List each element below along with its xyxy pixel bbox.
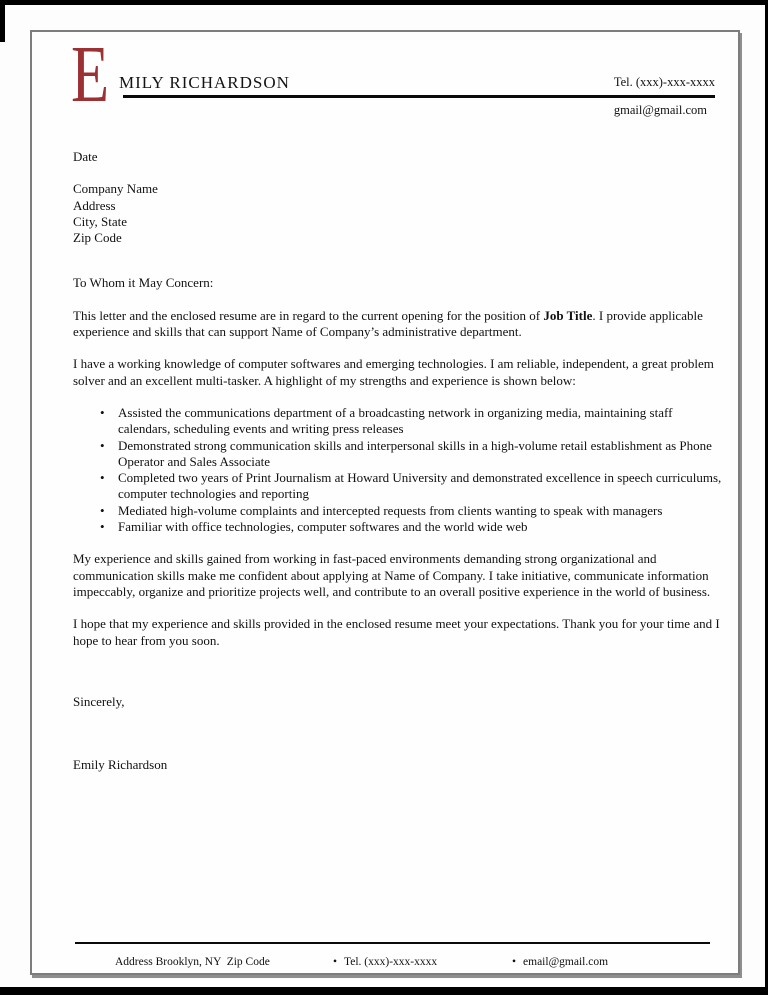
recipient-city-state: City, State	[73, 213, 128, 229]
letter-page	[30, 30, 740, 975]
list-item: • Mediated high-volume complaints and intercepted requests from clients wanting to speak with managers	[118, 503, 723, 519]
screen-edge-bottom	[0, 987, 768, 995]
screen-edge-left-corner	[0, 0, 5, 42]
closing: Sincerely,	[73, 693, 125, 709]
paragraph-skills: I have a working knowledge of computer softwares and emerging technologies. I am reliable, independent, a great problem solver and an excellent multi-tasker. A highlight of my strengths and experience is shown below:	[73, 356, 714, 388]
salutation: To Whom it May Concern:	[73, 275, 214, 291]
letter-body	[73, 149, 723, 773]
list-item: • Demonstrated strong communication skills and interpersonal skills in a high-volume retail establishment as Phone Operator and Sales Associate	[118, 438, 723, 471]
letterhead	[71, 31, 723, 124]
letterhead-email: gmail@gmail.com	[613, 103, 707, 117]
footer-contact-row	[75, 956, 710, 974]
paragraph-hope: I hope that my experience and skills provided in the enclosed resume meet your expectations. Thank you for your time and I hope to hear from you soon.	[73, 616, 720, 648]
letterhead-initial: E	[71, 31, 110, 119]
date-line: Date	[73, 149, 98, 164]
bullet-separator-icon: •	[333, 956, 338, 968]
footer-divider-rule	[75, 942, 710, 945]
paragraph-experience: My experience and skills gained from working in fast-paced environments demanding strong organizational and communication skills make me confident about applying at Name of Company. I take initiative, communicate information impeccably, organize and prioritize projects well, and contribute to an overall positive experience in the world of business.	[73, 551, 711, 599]
recipient-block	[73, 181, 723, 246]
paragraph-opening	[73, 308, 723, 341]
footer-phone-group	[333, 956, 437, 968]
letterhead-phone: Tel. (xxx)-xxx-xxxx	[613, 75, 715, 89]
letterhead-name: MILY RICHARDSON	[119, 73, 290, 92]
screen-edge-top	[0, 0, 768, 5]
paragraph-opening-after: . I provide applicable experience and skills that can support Name of Company’s administrative department.	[73, 307, 703, 340]
list-item: • Assisted the communications department of a broadcasting network in organizing media, maintaining staff calendars, scheduling events and writing press releases	[118, 405, 723, 438]
job-title-bold: Job Title	[543, 307, 593, 323]
footer-email-group	[512, 956, 608, 968]
footer-phone: Tel. (xxx)-xxx-xxxx	[344, 956, 438, 968]
letterhead-divider-rule	[123, 95, 715, 98]
highlights-list	[73, 405, 723, 535]
bullet-separator-icon: •	[512, 956, 517, 968]
footer-email: email@gmail.com	[523, 956, 609, 968]
recipient-address: Address	[73, 197, 116, 213]
list-item: • Completed two years of Print Journalism at Howard University and demonstrated excellence in speech curriculums, computer technologies and reporting	[118, 470, 723, 503]
footer-address: Address Brooklyn, NY Zip Code	[115, 956, 270, 968]
recipient-zip: Zip Code	[73, 230, 122, 246]
signature-name: Emily Richardson	[73, 757, 168, 773]
letter-page-inner	[32, 31, 738, 993]
letter-footer	[75, 942, 710, 975]
paragraph-opening-before: This letter and the enclosed resume are in regard to the current opening for the position of	[73, 307, 544, 323]
list-item: • Familiar with office technologies, computer softwares and the world wide web	[118, 519, 723, 535]
recipient-company: Company Name	[73, 181, 158, 197]
